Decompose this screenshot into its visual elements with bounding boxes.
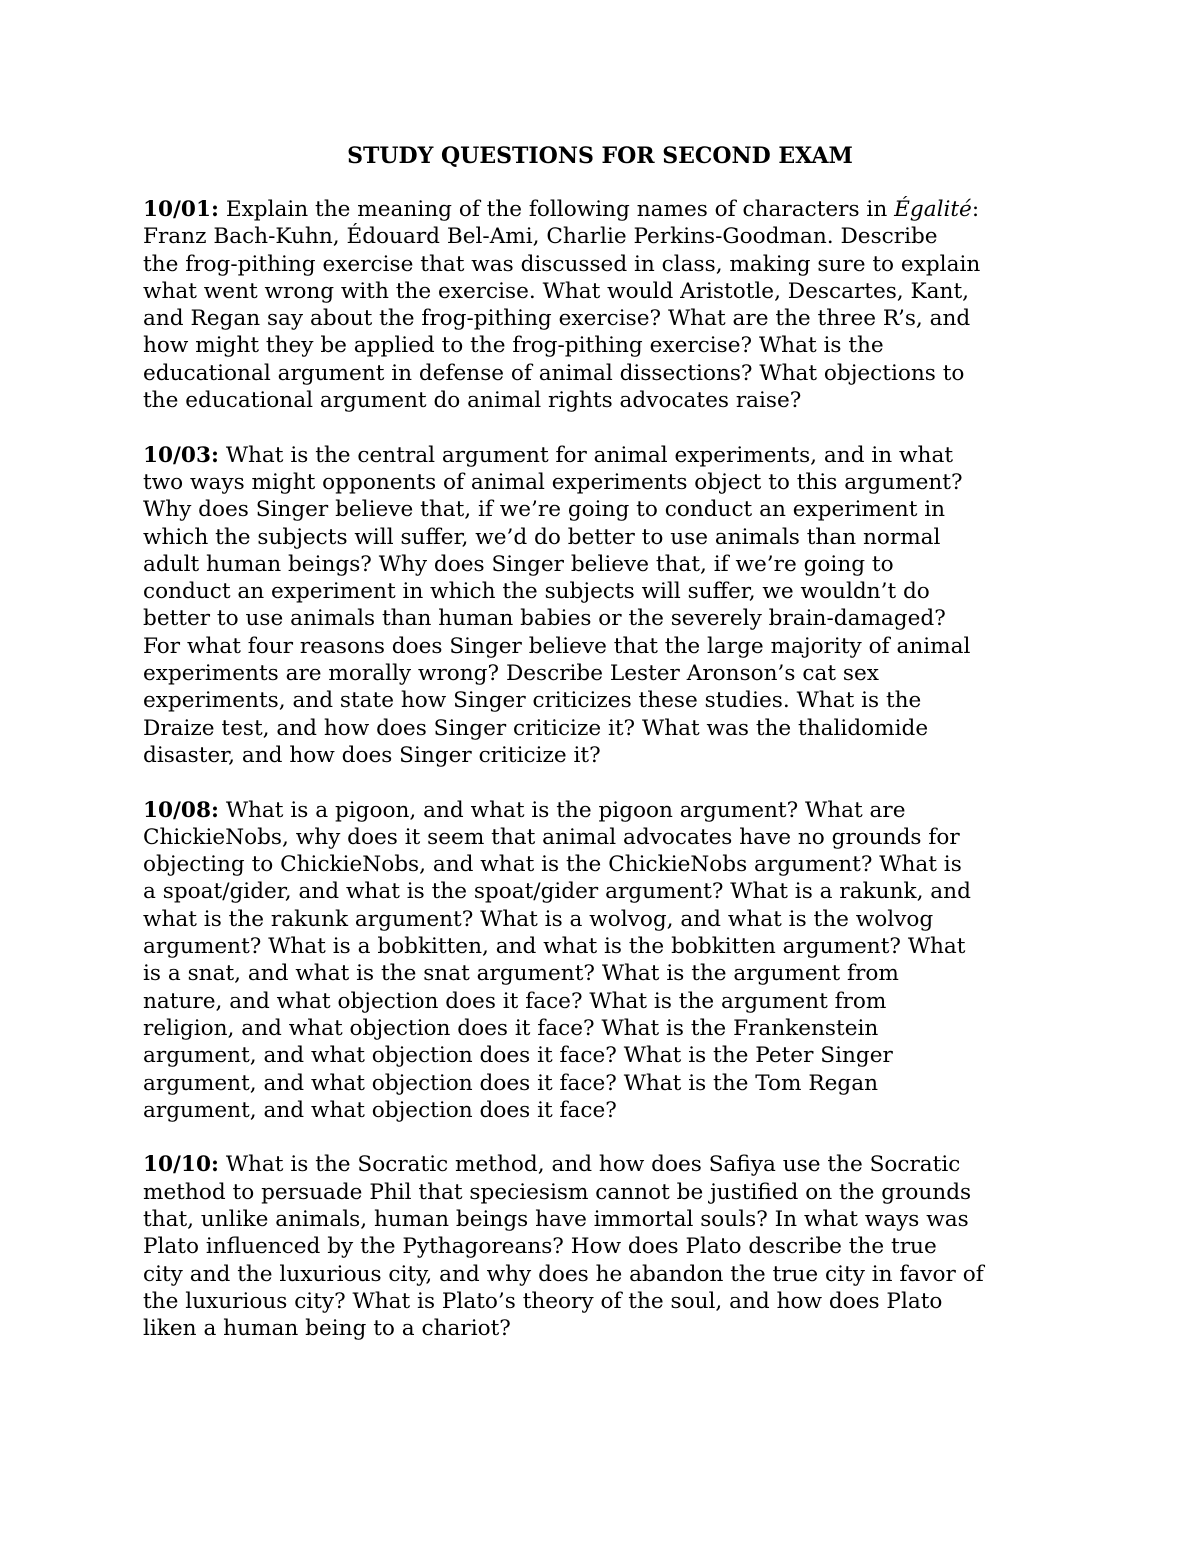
paragraph-line: a spoat/gider, and what is the spoat/gider argument? What is a rakunk, and [143, 879, 971, 905]
line-text: What is the central argument for animal experiments, and in what [218, 442, 953, 468]
paragraph-line: what went wrong with the exercise. What would Aristotle, Descartes, Kant, [143, 278, 969, 304]
paragraph-line: the luxurious city? What is Plato’s theory of the soul, and how does Plato [143, 1288, 943, 1314]
paragraph-line: educational argument in defense of animal dissections? What objections to [143, 360, 965, 386]
paragraph-line: ChickieNobs, why does it seem that animal advocates have no grounds for [143, 824, 960, 850]
section-1001 [143, 196, 1073, 414]
page-title: STUDY QUESTIONS FOR SECOND EXAM [347, 143, 853, 169]
paragraph-line: Draize test, and how does Singer criticize it? What was the thalidomide [143, 715, 929, 741]
paragraph-line [143, 196, 1073, 223]
document-body [143, 196, 1073, 1370]
section-date: 10/08: [143, 797, 219, 823]
section-date: 10/03: [143, 442, 219, 468]
paragraph-line: Franz Bach-Kuhn, Édouard Bel-Ami, Charlie Perkins-Goodman. Describe [143, 224, 938, 250]
section-date: 10/10: [143, 1152, 219, 1178]
paragraph-line: and Regan say about the frog-pithing exercise? What are the three R’s, and [143, 306, 971, 332]
paragraph-line: how might they be applied to the frog-pithing exercise? What is the [143, 333, 884, 359]
paragraph-line: two ways might opponents of animal experiments object to this argument? [143, 469, 963, 495]
paragraph-line: disaster, and how does Singer criticize it? [143, 742, 601, 768]
paragraph-line: objecting to ChickieNobs, and what is the ChickieNobs argument? What is [143, 852, 962, 878]
paragraph-line [143, 797, 1073, 824]
paragraph-line: which the subjects will suffer, we’d do better to use animals than normal [143, 524, 941, 550]
line-text: What is the Socratic method, and how does Safiya use the Socratic [218, 1152, 961, 1178]
paragraph-line: adult human beings? Why does Singer believe that, if we’re going to [143, 551, 894, 577]
book-title: Égalité [894, 197, 972, 222]
paragraph-line [143, 442, 1073, 469]
section-1003 [143, 442, 1073, 770]
paragraph-line: is a snat, and what is the snat argument? What is the argument from [143, 961, 899, 987]
paragraph-line: Why does Singer believe that, if we’re going to conduct an experiment in [143, 497, 946, 523]
paragraph-line: argument, and what objection does it face? What is the Peter Singer [143, 1043, 893, 1069]
paragraph-line: conduct an experiment in which the subjects will suffer, we wouldn’t do [143, 579, 930, 605]
paragraph-line: liken a human being to a chariot? [143, 1316, 511, 1342]
paragraph-line: better to use animals than human babies or the severely brain-damaged? [143, 606, 946, 632]
paragraph-line: what is the rakunk argument? What is a wolvog, and what is the wolvog [143, 906, 934, 932]
paragraph-line: experiments are morally wrong? Describe Lester Aronson’s cat sex [143, 661, 879, 687]
section-1010 [143, 1151, 1073, 1342]
paragraph-line: argument, and what objection does it face? [143, 1097, 617, 1123]
paragraph-line: argument, and what objection does it face? What is the Tom Regan [143, 1070, 878, 1096]
paragraph-line [143, 1151, 1073, 1178]
line-text: What is a pigoon, and what is the pigoon argument? What are [218, 797, 906, 823]
line-text: Explain the meaning of the following names of characters in [218, 197, 895, 222]
paragraph-line: argument? What is a bobkitten, and what is the bobkitten argument? What [143, 934, 966, 960]
section-1008 [143, 797, 1073, 1125]
paragraph-line: Plato influenced by the Pythagoreans? How does Plato describe the true [143, 1234, 937, 1260]
paragraph-line: For what four reasons does Singer believe that the large majority of animal [143, 633, 971, 659]
line-text: : [971, 197, 980, 222]
paragraph-line: method to persuade Phil that speciesism cannot be justified on the grounds [143, 1179, 972, 1205]
paragraph-line: the frog-pithing exercise that was discussed in class, making sure to explain [143, 251, 981, 277]
paragraph-line: nature, and what objection does it face? What is the argument from [143, 988, 887, 1014]
paragraph-line: religion, and what objection does it face? What is the Frankenstein [143, 1015, 879, 1041]
paragraph-line: experiments, and state how Singer criticizes these studies. What is the [143, 688, 922, 714]
paragraph-line: that, unlike animals, human beings have immortal souls? In what ways was [143, 1206, 969, 1232]
paragraph-line: the educational argument do animal rights advocates raise? [143, 388, 802, 414]
section-date: 10/01: [143, 197, 219, 222]
paragraph-line: city and the luxurious city, and why does he abandon the true city in favor of [143, 1261, 984, 1287]
